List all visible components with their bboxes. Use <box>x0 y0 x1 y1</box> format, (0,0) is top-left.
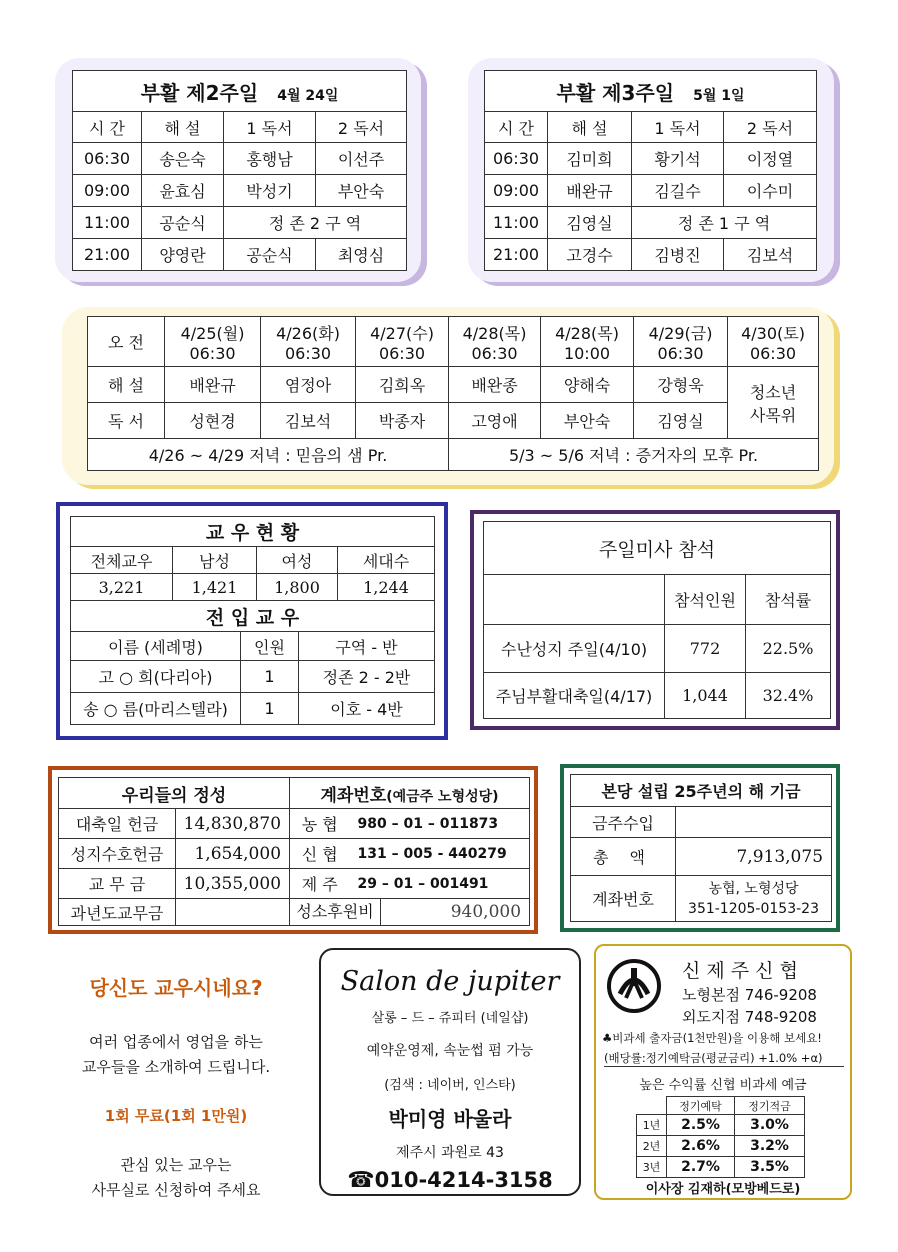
rate-cell: 3.5% <box>735 1157 805 1178</box>
day-date: 4/28(목) <box>555 323 619 343</box>
label-am: 오 전 <box>88 317 165 367</box>
day-date: 4/30(토) <box>741 323 805 343</box>
term-cell: 3년 <box>637 1157 667 1178</box>
time-cell: 09:00 <box>73 175 142 207</box>
account-title-cell <box>290 778 530 809</box>
credit-promo1: ♣비과세 출자금(1천만원)을 이용해 보세요! <box>602 1031 822 1045</box>
name-cell: 양해숙 <box>541 367 634 403</box>
youth-line1: 청소년 <box>749 382 797 402</box>
name-cell: 배완종 <box>449 367 541 403</box>
week3-table <box>484 70 817 271</box>
name-cell: 강형욱 <box>634 367 728 403</box>
week2-title: 부활 제2주일 <box>140 80 259 105</box>
youth-line2: 사목위 <box>749 405 797 425</box>
day-date: 4/27(수) <box>370 323 434 343</box>
offering-table <box>58 777 530 926</box>
salon-desc: 예약운영제, 속눈썹 펌 가능 <box>366 1043 534 1059</box>
phone-icon: ☎ <box>347 1168 375 1193</box>
member-ad-line4: 사무실로 신청하여 주세요 <box>91 1181 261 1199</box>
offering-amount: 10,355,000 <box>176 869 290 899</box>
salon-name: Salon de jupiter <box>340 966 560 997</box>
day-header <box>356 317 449 367</box>
name-cell: 윤효심 <box>142 175 224 207</box>
header-cell: 전체교우 <box>71 547 173 574</box>
name-cell: 김영실 <box>634 403 728 439</box>
day-header <box>261 317 356 367</box>
mass-name: 주님부활대축일(4/17) <box>484 673 665 719</box>
header-cell: 구역 - 반 <box>299 632 435 661</box>
header-cell: 세대수 <box>338 547 435 574</box>
name-cell: 김보석 <box>261 403 356 439</box>
name-cell: 염정아 <box>261 367 356 403</box>
bank-name: 신 협 <box>290 839 350 869</box>
header-cell: 해 설 <box>548 112 632 143</box>
value-cell: 1,244 <box>338 574 435 601</box>
name-cell: 송은숙 <box>142 143 224 175</box>
header-cell: 인원 <box>241 632 299 661</box>
rate-cell: 2.6% <box>667 1136 735 1157</box>
name-cell: 부안숙 <box>316 175 407 207</box>
attendance-count: 772 <box>665 625 746 673</box>
name-cell: 박성기 <box>224 175 316 207</box>
name-cell: 양영란 <box>142 239 224 271</box>
evening-note-left: 4/26 ~ 4/29 저녁 : 믿음의 샘 Pr. <box>88 439 449 471</box>
youth-cell <box>728 367 819 439</box>
credit-rate-table <box>636 1096 805 1178</box>
offering-amount: 1,654,000 <box>176 839 290 869</box>
fund-label: 금주수입 <box>571 807 676 838</box>
week2-title-cell <box>73 71 407 112</box>
credit-chairman: 이사장 김재하(모방베드로) <box>645 1182 801 1197</box>
week3-date: 5월 1일 <box>693 87 745 104</box>
transfer-count: 1 <box>241 661 299 693</box>
value-cell: 3,221 <box>71 574 173 601</box>
header-cell <box>484 575 665 625</box>
day-time: 06:30 <box>657 343 704 363</box>
fund-account-cell <box>676 876 832 922</box>
fund-table <box>570 774 832 922</box>
header-cell: 정기적금 <box>735 1097 805 1115</box>
week3-title-cell <box>485 71 817 112</box>
header-cell: 2 독서 <box>316 112 407 143</box>
name-cell: 성현경 <box>165 403 261 439</box>
offering-amount <box>176 899 290 926</box>
attendance-title: 주일미사 참석 <box>484 522 831 575</box>
label-commentary: 해 설 <box>88 367 165 403</box>
day-time: 10:00 <box>563 343 611 363</box>
salon-phone-row <box>321 1168 579 1193</box>
salon-owner: 박미영 바울라 <box>388 1107 512 1131</box>
day-header <box>165 317 261 367</box>
weekday-table <box>87 316 819 471</box>
header-cell: 남성 <box>173 547 257 574</box>
header-cell: 해 설 <box>142 112 224 143</box>
offering-label: 대축일 헌금 <box>59 809 176 839</box>
credit-promo2: (배당률:정기예탁금(평균금리) +1.0% +α) <box>604 1050 844 1067</box>
name-cell: 부안숙 <box>541 403 634 439</box>
name-cell: 이선주 <box>316 143 407 175</box>
attendance-rate: 22.5% <box>746 625 831 673</box>
account-number: 980 – 01 – 011873 <box>350 809 530 839</box>
day-date: 4/29(금) <box>648 323 713 343</box>
day-time: 06:30 <box>378 343 426 363</box>
header-cell: 2 독서 <box>724 112 817 143</box>
transfer-district: 이호 - 4반 <box>299 693 435 725</box>
fund-account-bank: 농협, 노형성당 <box>708 880 799 897</box>
header-cell: 정기예탁 <box>667 1097 735 1115</box>
term-cell: 2년 <box>637 1136 667 1157</box>
attendance-count: 1,044 <box>665 673 746 719</box>
name-cell: 홍행남 <box>224 143 316 175</box>
account-number: 131 – 005 - 440279 <box>350 839 530 869</box>
member-ad-price: 1회 무료(1회 1만원) <box>104 1107 248 1125</box>
transfer-title: 전 입 교 우 <box>71 601 435 632</box>
time-cell: 21:00 <box>485 239 548 271</box>
transfer-name: 고 ○ 희(다리아) <box>71 661 241 693</box>
day-header <box>728 317 819 367</box>
time-cell: 11:00 <box>73 207 142 239</box>
name-cell: 김미희 <box>548 143 632 175</box>
fund-total: 7,913,075 <box>676 838 832 876</box>
name-cell: 고경수 <box>548 239 632 271</box>
label-reading: 독 서 <box>88 403 165 439</box>
transfer-name: 송 ○ 름(마리스텔라) <box>71 693 241 725</box>
attendance-table <box>483 521 831 719</box>
salon-search: (검색 : 네이버, 인스타) <box>384 1078 516 1093</box>
day-time: 06:30 <box>189 343 236 363</box>
week3-title: 부활 제3주일 <box>556 80 675 105</box>
day-date: 4/26(화) <box>276 323 340 343</box>
transfer-table <box>70 600 435 725</box>
name-cell: 김희옥 <box>356 367 449 403</box>
member-ad <box>48 958 304 1198</box>
mass-name: 수난성지 주일(4/10) <box>484 625 665 673</box>
account-title: 계좌번호 <box>320 785 387 806</box>
support-amount: 940,000 <box>450 902 522 922</box>
rate-cell: 3.2% <box>735 1136 805 1157</box>
transfer-district: 정존 2 - 2반 <box>299 661 435 693</box>
member-ad-line1: 여러 업종에서 영업을 하는 <box>89 1033 263 1051</box>
day-date: 4/25(월) <box>180 323 245 343</box>
fund-title: 본당 설립 25주년의 해 기금 <box>571 775 832 807</box>
week2-date: 4월 24일 <box>277 87 339 104</box>
name-cell: 최영심 <box>316 239 407 271</box>
name-cell: 이수미 <box>724 175 817 207</box>
header-cell: 참석률 <box>746 575 831 625</box>
offering-title: 우리들의 정성 <box>59 778 290 809</box>
day-time: 06:30 <box>749 343 797 363</box>
attendance-rate: 32.4% <box>746 673 831 719</box>
value-cell: 1,800 <box>257 574 338 601</box>
account-holder: (예금주 노형성당) <box>386 788 499 805</box>
district-cell: 정 존 2 구 역 <box>224 207 407 239</box>
credit-ad <box>594 944 852 1200</box>
offering-amount: 14,830,870 <box>176 809 290 839</box>
fund-value <box>676 807 832 838</box>
name-cell: 고영애 <box>449 403 541 439</box>
rate-cell: 2.7% <box>667 1157 735 1178</box>
header-cell <box>637 1097 667 1115</box>
value-cell: 1,421 <box>173 574 257 601</box>
name-cell: 배완규 <box>165 367 261 403</box>
fund-label-cell: 총 액 <box>571 838 676 876</box>
credit-promo3: 높은 수익률 신협 비과세 예금 <box>639 1078 807 1093</box>
members-table <box>70 516 435 601</box>
transfer-count: 1 <box>241 693 299 725</box>
name-cell: 이정열 <box>724 143 817 175</box>
header-cell: 이름 (세례명) <box>71 632 241 661</box>
offering-label: 교 무 금 <box>59 869 176 899</box>
name-cell: 김길수 <box>632 175 724 207</box>
salon-kor-name: 살롱 – 드 – 쥬피터 (네일샵) <box>371 1011 529 1026</box>
members-title: 교 우 현 황 <box>71 517 435 547</box>
header-cell: 시 간 <box>485 112 548 143</box>
time-cell: 21:00 <box>73 239 142 271</box>
credit-branch2: 외도지점 748-9208 <box>682 1008 817 1026</box>
time-cell: 11:00 <box>485 207 548 239</box>
header-cell: 시 간 <box>73 112 142 143</box>
salon-phone: 010-4214-3158 <box>374 1168 553 1192</box>
name-cell: 황기석 <box>632 143 724 175</box>
bank-name: 제 주 <box>290 869 350 899</box>
time-cell: 06:30 <box>73 143 142 175</box>
day-date: 4/28(목) <box>462 323 527 343</box>
day-time: 06:30 <box>471 343 518 363</box>
member-ad-line2: 교우들을 소개하여 드립니다. <box>81 1058 271 1076</box>
day-header <box>449 317 541 367</box>
time-cell: 06:30 <box>485 143 548 175</box>
account-number: 29 – 01 – 001491 <box>350 869 530 899</box>
header-cell: 1 독서 <box>632 112 724 143</box>
bank-name: 농 협 <box>290 809 350 839</box>
day-header <box>541 317 634 367</box>
fund-account-number: 351-1205-0153-23 <box>688 900 819 917</box>
name-cell: 공순식 <box>224 239 316 271</box>
fund-label: 계좌번호 <box>571 876 676 922</box>
member-ad-line3: 관심 있는 교우는 <box>120 1156 232 1174</box>
day-time: 06:30 <box>284 343 332 363</box>
header-cell: 1 독서 <box>224 112 316 143</box>
support-cell <box>290 899 530 926</box>
name-cell: 김보석 <box>724 239 817 271</box>
credit-name: 신 제 주 신 협 <box>682 960 798 982</box>
name-cell: 김영실 <box>548 207 632 239</box>
credit-union-logo-icon <box>606 958 662 1014</box>
offering-label: 성지수호헌금 <box>59 839 176 869</box>
salon-ad <box>319 948 581 1196</box>
district-cell: 정 존 1 구 역 <box>632 207 817 239</box>
name-cell: 박종자 <box>356 403 449 439</box>
credit-branch1: 노형본점 746-9208 <box>682 986 817 1004</box>
support-label: 성소후원비 <box>290 899 381 925</box>
member-ad-headline: 당신도 교우시네요? <box>89 976 263 1000</box>
time-cell: 09:00 <box>485 175 548 207</box>
offering-label: 과년도교무금 <box>59 899 176 926</box>
name-cell: 배완규 <box>548 175 632 207</box>
name-cell: 김병진 <box>632 239 724 271</box>
evening-note-right: 5/3 ~ 5/6 저녁 : 증거자의 모후 Pr. <box>449 439 819 471</box>
week2-table <box>72 70 407 271</box>
day-header <box>634 317 728 367</box>
term-cell: 1년 <box>637 1115 667 1136</box>
name-cell: 공순식 <box>142 207 224 239</box>
rate-cell: 3.0% <box>735 1115 805 1136</box>
header-cell: 참석인원 <box>665 575 746 625</box>
salon-address: 제주시 과원로 43 <box>396 1145 504 1161</box>
header-cell: 여성 <box>257 547 338 574</box>
rate-cell: 2.5% <box>667 1115 735 1136</box>
